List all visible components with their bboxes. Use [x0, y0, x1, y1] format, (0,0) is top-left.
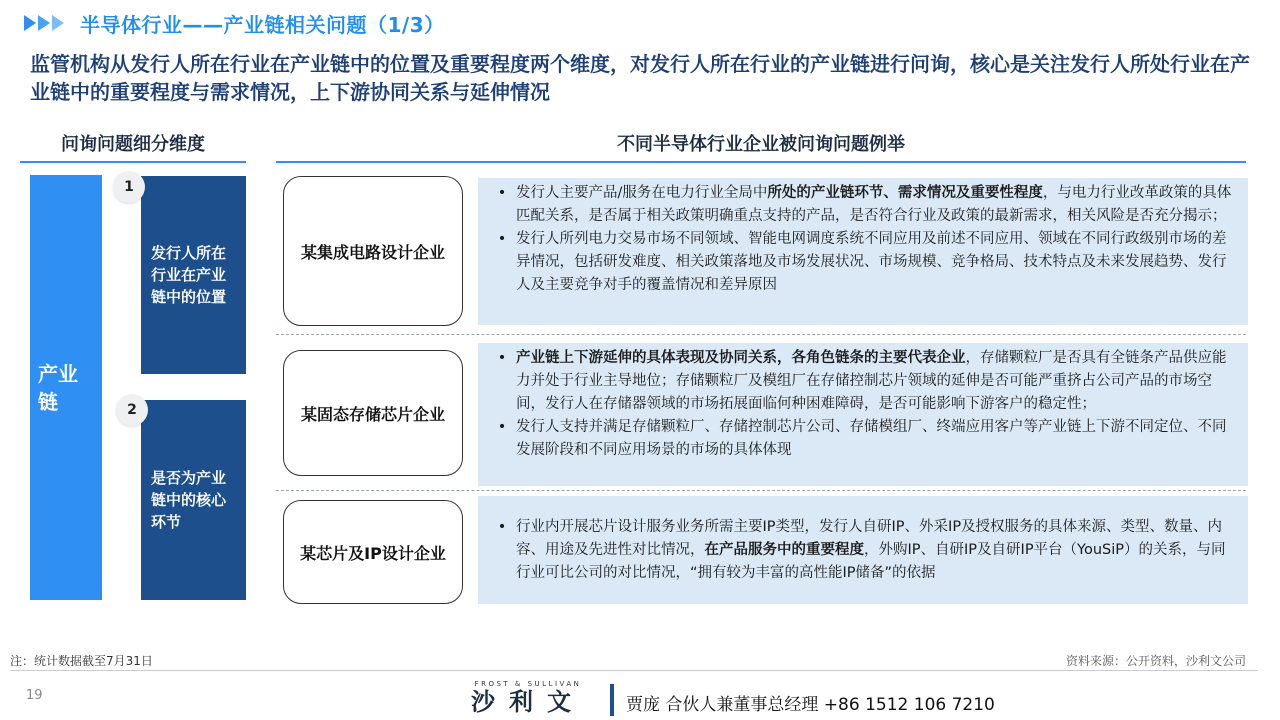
dimension-box-1 — [141, 176, 246, 374]
divider — [20, 161, 246, 163]
list-item: • 发行人所列电力交易市场不同领域、智能电网调度系统不同应用及前述不同应用、领域在不同行政级别市场的差异情况，包括研发难度、相关政策落地及市场发展状况、市场规模、竞争格局、技术特点及未来发展趋势、发行人及主要竞争对手的覆盖情况和差异原因 — [497, 231, 1227, 293]
dimension-box-2 — [141, 400, 246, 600]
question-detail-1 — [478, 178, 1248, 325]
chain-label-box — [30, 175, 102, 600]
source-note: 资料来源：公开资料，沙利文公司 — [1065, 654, 1246, 668]
chain-label: 链 — [38, 389, 58, 414]
chevron-right-icon — [24, 15, 66, 31]
dimension-label: 发行人所在行业在产业链中的位置 — [151, 244, 227, 306]
list-item: • 发行人主要产品/服务在电力行业全局中所处的产业链环节、需求情况及重要性程度，与电力行业改革政策的具体匹配关系，是否属于相关政策明确重点支持的产品，是否符合行业及政策的最新需求，相关风险是否充分揭示； — [497, 185, 1232, 224]
footnote: 注：统计数据截至7月31日 — [10, 654, 153, 668]
company-box-ic-design: 某集成电路设计企业 — [283, 176, 463, 326]
chain-label: 产业 — [38, 361, 78, 386]
divider — [276, 161, 1246, 163]
list-item: • 发行人支持并满足存储颗粒厂、存储控制芯片公司、存储模组厂、终端应用客户等产业链上下游不同定位、不同发展阶段和不同应用场景的市场的具体体现 — [497, 419, 1227, 458]
contact-info: 贾庞 合伙人兼董事总经理 +86 1512 106 7210 — [626, 695, 995, 715]
company-box-ssd-chip: 某固态存储芯片企业 — [283, 350, 463, 476]
frost-sullivan-logo: FROST & SULLIVAN 沙利文 — [471, 680, 585, 716]
page-title-row — [24, 10, 445, 36]
question-detail-2 — [478, 343, 1248, 486]
left-section-title: 问询问题细分维度 — [61, 134, 205, 155]
divider — [610, 684, 614, 716]
right-section-title: 不同半导体行业企业被问询问题例举 — [617, 134, 905, 155]
headline: 监管机构从发行人所在行业在产业链中的位置及重要程度两个维度，对发行人所在行业的产业链进行问询，核心是关注发行人所处行业在产业链中的重要程度与需求情况，上下游协同关系与延伸情况 — [30, 52, 1250, 104]
question-detail-3 — [478, 496, 1248, 604]
number-badge-1: 1 — [113, 171, 145, 203]
dashed-divider — [276, 334, 1246, 335]
list-item: • 产业链上下游延伸的具体表现及协同关系，各角色链条的主要代表企业，存储颗粒厂是否具有全链条产品供应能力并处于行业主导地位；存储颗粒厂及模组厂在存储控制芯片领域的延伸是否可能严重挤占公司产品的市场空间，发行人在存储器领域的市场拓展面临何种困难障碍，是否可能影响下游客户的稳定性； — [497, 350, 1227, 412]
dimension-label: 是否为产业链中的核心环节 — [151, 469, 227, 531]
divider — [10, 670, 1258, 671]
list-item: • 行业内开展芯片设计服务业务所需主要IP类型，发行人自研IP、外采IP及授权服务的具体来源、类型、数量、内容、用途及先进性对比情况，在产品服务中的重要程度，外购IP、自研IP及自研IP平台（YouSiP）的关系，与同行业可比公司的对比情况，“拥有较为丰富的高性能IP储备”的依据 — [497, 518, 1226, 581]
page-number: 19 — [26, 688, 43, 703]
number-badge-2: 2 — [116, 394, 148, 426]
dashed-divider — [276, 490, 1246, 491]
page-title: 半导体行业——产业链相关问题（1/3） — [80, 12, 445, 37]
company-box-ip-design: 某芯片及IP设计企业 — [283, 500, 463, 604]
